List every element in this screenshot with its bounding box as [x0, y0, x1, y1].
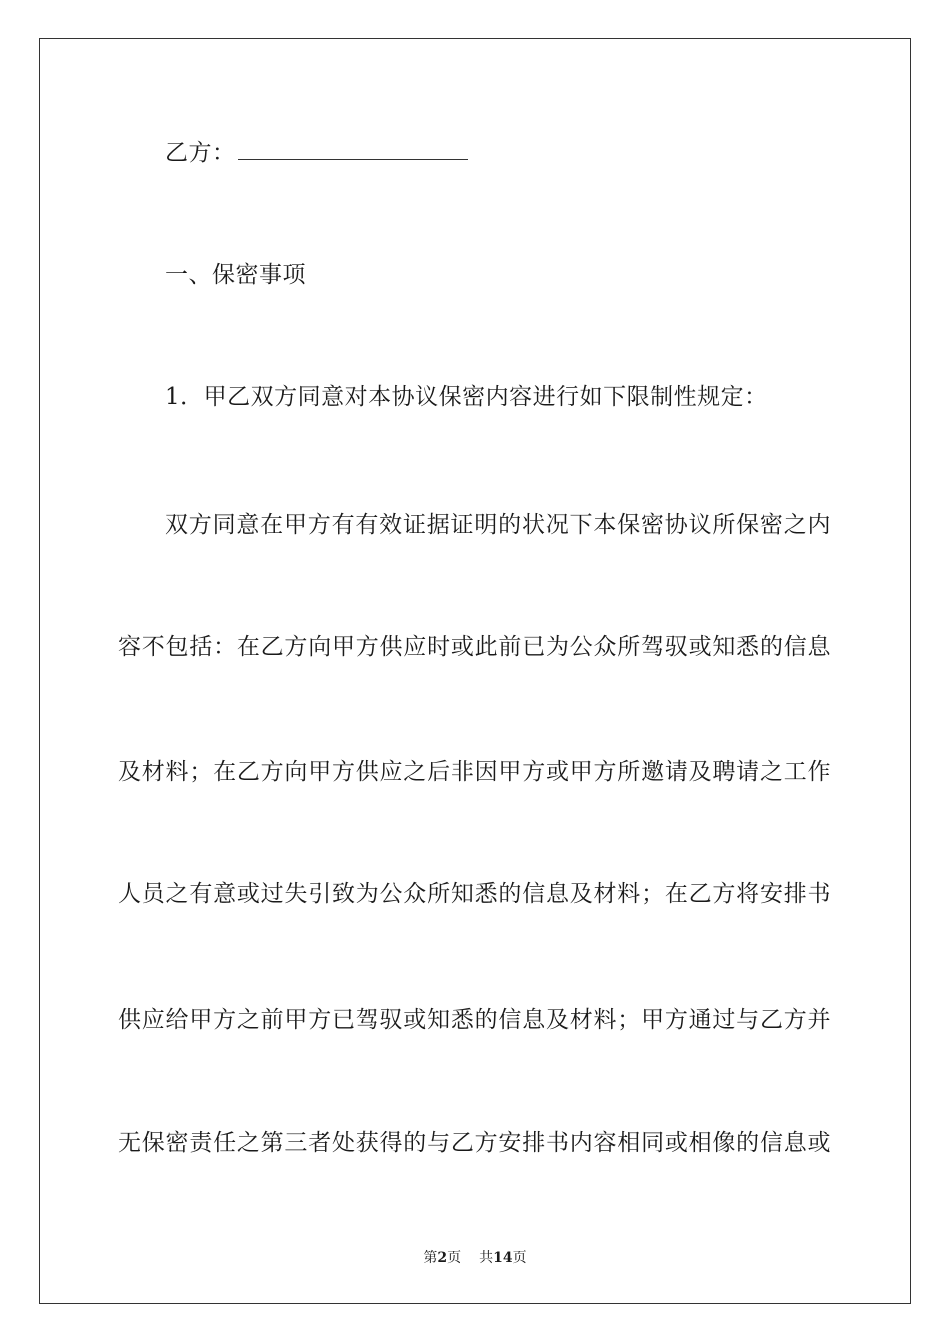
footer-page-prefix: 第 [423, 1250, 438, 1266]
paragraph-line-5: 供应给甲方之前甲方已驾驭或知悉的信息及材料；甲方通过与乙方并 [118, 1007, 831, 1033]
paragraph-line-6: 无保密责任之第三者处获得的与乙方安排书内容相同或相像的信息或 [118, 1130, 831, 1156]
clause-1: 1．甲乙双方同意对本协议保密内容进行如下限制性规定： [165, 384, 768, 410]
party-b-blank [238, 139, 468, 160]
footer-total-suffix: 页 [512, 1250, 527, 1266]
footer-page-suffix: 页 [447, 1250, 462, 1266]
party-b-line [165, 138, 885, 168]
footer-page-number: 2 [437, 1250, 448, 1266]
paragraph-line-1: 双方同意在甲方有有效证据证明的状况下本保密协议所保密之内 [165, 512, 831, 538]
page-border [39, 38, 911, 1304]
paragraph-line-4: 人员之有意或过失引致为公众所知悉的信息及材料；在乙方将安排书 [118, 881, 831, 907]
paragraph-line-3: 及材料；在乙方向甲方供应之后非因甲方或甲方所邀请及聘请之工作 [118, 759, 831, 785]
footer-total-prefix: 共 [479, 1250, 494, 1266]
section-heading: 一、保密事项 [165, 262, 306, 288]
party-b-label: 乙方： [165, 140, 236, 166]
footer-total-pages: 14 [493, 1250, 513, 1266]
paragraph-line-2: 容不包括：在乙方向甲方供应时或此前已为公众所驾驭或知悉的信息 [118, 634, 831, 660]
page-footer [0, 1249, 950, 1267]
